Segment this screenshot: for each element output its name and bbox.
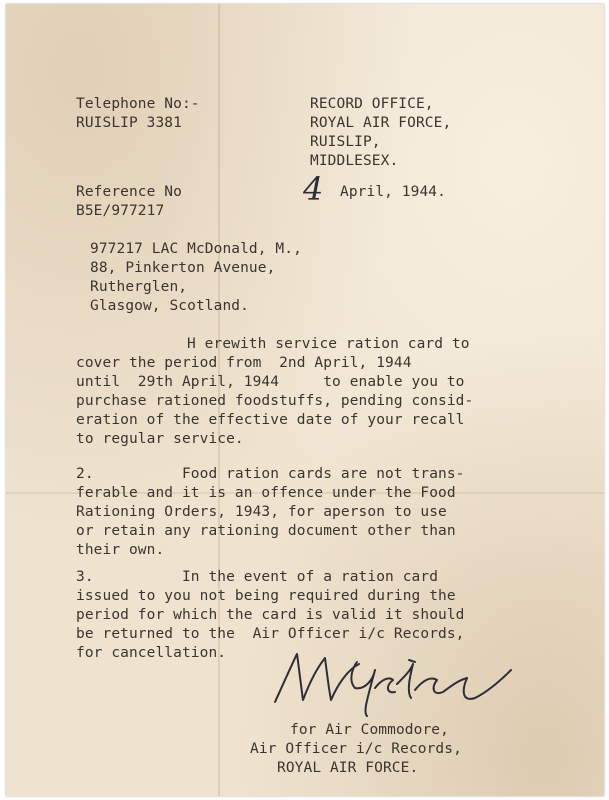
address-line-4: Glasgow, Scotland. (90, 298, 249, 314)
address-line-3: Rutherglen, (90, 279, 188, 295)
reference-label: Reference No (76, 184, 182, 200)
date-day-handwritten: 4 (303, 170, 324, 208)
body-p2-line-2: ferable and it is an offence under the Food (76, 485, 456, 501)
telephone-label: Telephone No:- (76, 96, 200, 112)
office-org: ROYAL AIR FORCE, (310, 115, 452, 131)
signature-line-3: ROYAL AIR FORCE. (277, 760, 419, 776)
body-p1-line-1: H erewith service ration card to (187, 336, 470, 352)
signature-line-1: for Air Commodore, (290, 722, 449, 738)
body-p1-line-5: eration of the effective date of your recall (76, 412, 465, 428)
body-p1-line-6: to regular service. (76, 431, 244, 447)
body-p1-line-4: purchase rationed foodstuffs, pending consid- (76, 393, 474, 409)
body-p2-line-3: Rationing Orders, 1943, for aperson to use (76, 504, 447, 520)
body-p3-line-1: 3. In the event of a ration card (76, 569, 439, 585)
body-p3-line-2: issued to you not being required during the (76, 588, 456, 604)
handwritten-signature (255, 640, 525, 720)
signature-line-2: Air Officer i/c Records, (250, 741, 462, 757)
address-line-2: 88, Pinkerton Avenue, (90, 260, 276, 276)
body-p2-line-5: their own. (76, 542, 165, 558)
body-p2-line-4: or retain any rationing document other than (76, 523, 456, 539)
body-p1-line-3: until 29th April, 1944 to enable you to (76, 374, 465, 390)
body-p3-line-4: be returned to the Air Officer i/c Records, (76, 626, 465, 642)
body-p3-line-3: period for which the card is valid it should (76, 607, 465, 623)
body-p3-line-5: for cancellation. (76, 645, 227, 661)
body-p1-line-2: cover the period from 2nd April, 1944 (76, 355, 412, 371)
office-county: MIDDLESEX. (310, 153, 399, 169)
date-text: April, 1944. (340, 184, 446, 200)
reference-number: B5E/977217 (76, 203, 165, 219)
telephone-number: RUISLIP 3381 (76, 115, 182, 131)
office-name: RECORD OFFICE, (310, 96, 434, 112)
address-line-1: 977217 LAC McDonald, M., (90, 241, 302, 257)
office-town: RUISLIP, (310, 134, 381, 150)
body-p2-line-1: 2. Food ration cards are not trans- (76, 466, 465, 482)
